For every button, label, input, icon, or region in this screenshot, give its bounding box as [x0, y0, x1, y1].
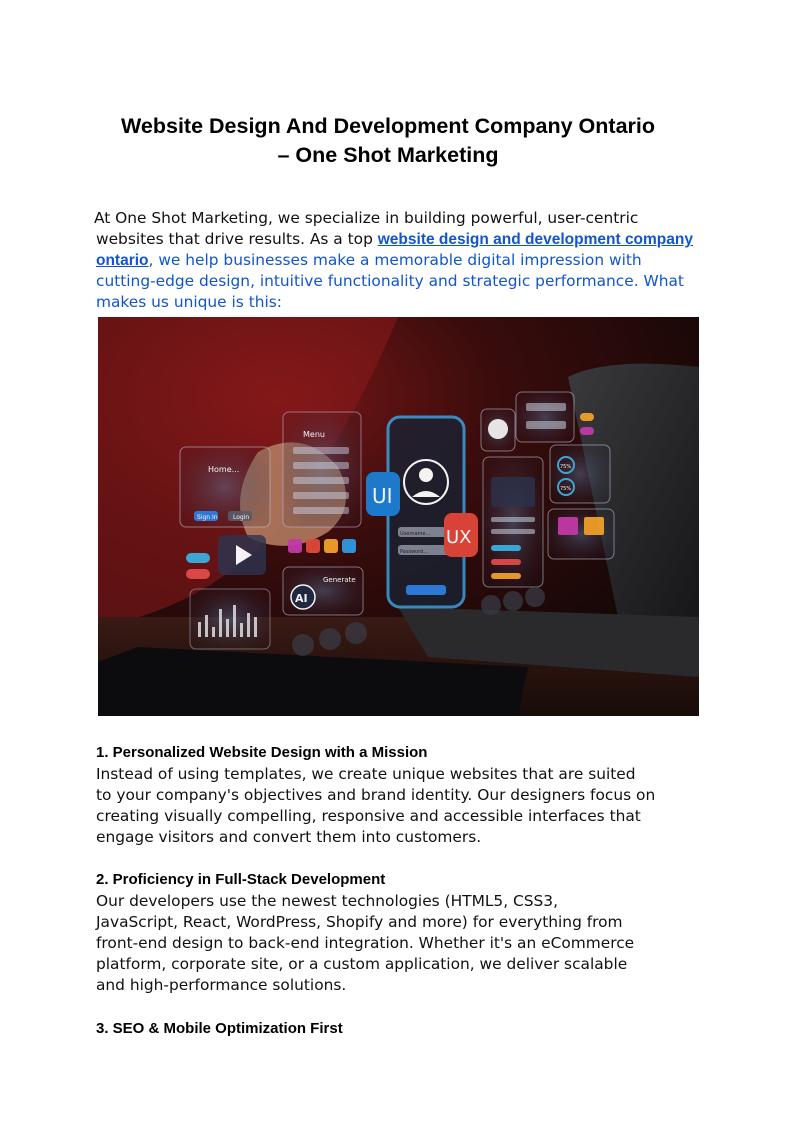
percent-label-1: 75%: [560, 464, 572, 470]
section-1-body: [96, 764, 696, 848]
percent-label-2: 75%: [560, 486, 572, 492]
home-label: Home...: [208, 465, 240, 474]
intro-text-after: , we help businesses make a memorable digital impression with cutting-edge design, intuitive functionality and strategic performance. What makes us unique is this:: [96, 251, 684, 311]
section-1-line: Instead of using templates, we create unique websites that are suited: [96, 765, 636, 783]
page-title-line-2: – One Shot Marketing: [277, 143, 499, 167]
section-1-heading: 1. Personalized Website Design with a Mission: [96, 744, 428, 761]
section-2-line: and high-performance solutions.: [96, 976, 347, 994]
intro-link[interactable]: website design and development company ontario: [96, 231, 693, 269]
sign-in-label: Sign In: [197, 514, 218, 521]
hero-image: [98, 317, 699, 716]
section-2-line: JavaScript, React, WordPress, Shopify and more) for everything from: [96, 913, 623, 931]
section-1-line: engage visitors and convert them into customers.: [96, 828, 482, 846]
section-2-heading: 2. Proficiency in Full-Stack Development: [96, 871, 386, 888]
page-title: [96, 112, 680, 170]
generate-label: Generate: [323, 576, 356, 584]
section-2-line: front-end design to back-end integration. Whether it's an eCommerce: [96, 934, 635, 952]
ux-badge: UX: [446, 527, 472, 548]
section-1-line: creating visually compelling, responsive and accessible interfaces that: [96, 807, 641, 825]
section-2-line: platform, corporate site, or a custom application, we deliver scalable: [96, 955, 628, 973]
intro-text-before: At One Shot Marketing, we specialize in building powerful, user-centric websites that drive results. As a top: [94, 209, 639, 248]
password-label: Password...: [400, 549, 429, 555]
section-2-body: [96, 891, 696, 996]
hero-illustration: [98, 317, 699, 716]
username-label: Username...: [400, 531, 431, 537]
intro-paragraph: [96, 208, 696, 313]
page-title-line-1: Website Design And Development Company Ontario: [121, 114, 655, 138]
section-2-line: Our developers use the newest technologies (HTML5, CSS3,: [96, 892, 558, 910]
ai-label: AI: [295, 592, 308, 605]
menu-label: Menu: [303, 430, 325, 439]
login-label: Login: [233, 514, 250, 521]
ui-badge: UI: [372, 484, 393, 508]
section-1-line: to your company's objectives and brand identity. Our designers focus on: [96, 786, 656, 804]
section-3-heading: 3. SEO & Mobile Optimization First: [96, 1020, 343, 1037]
